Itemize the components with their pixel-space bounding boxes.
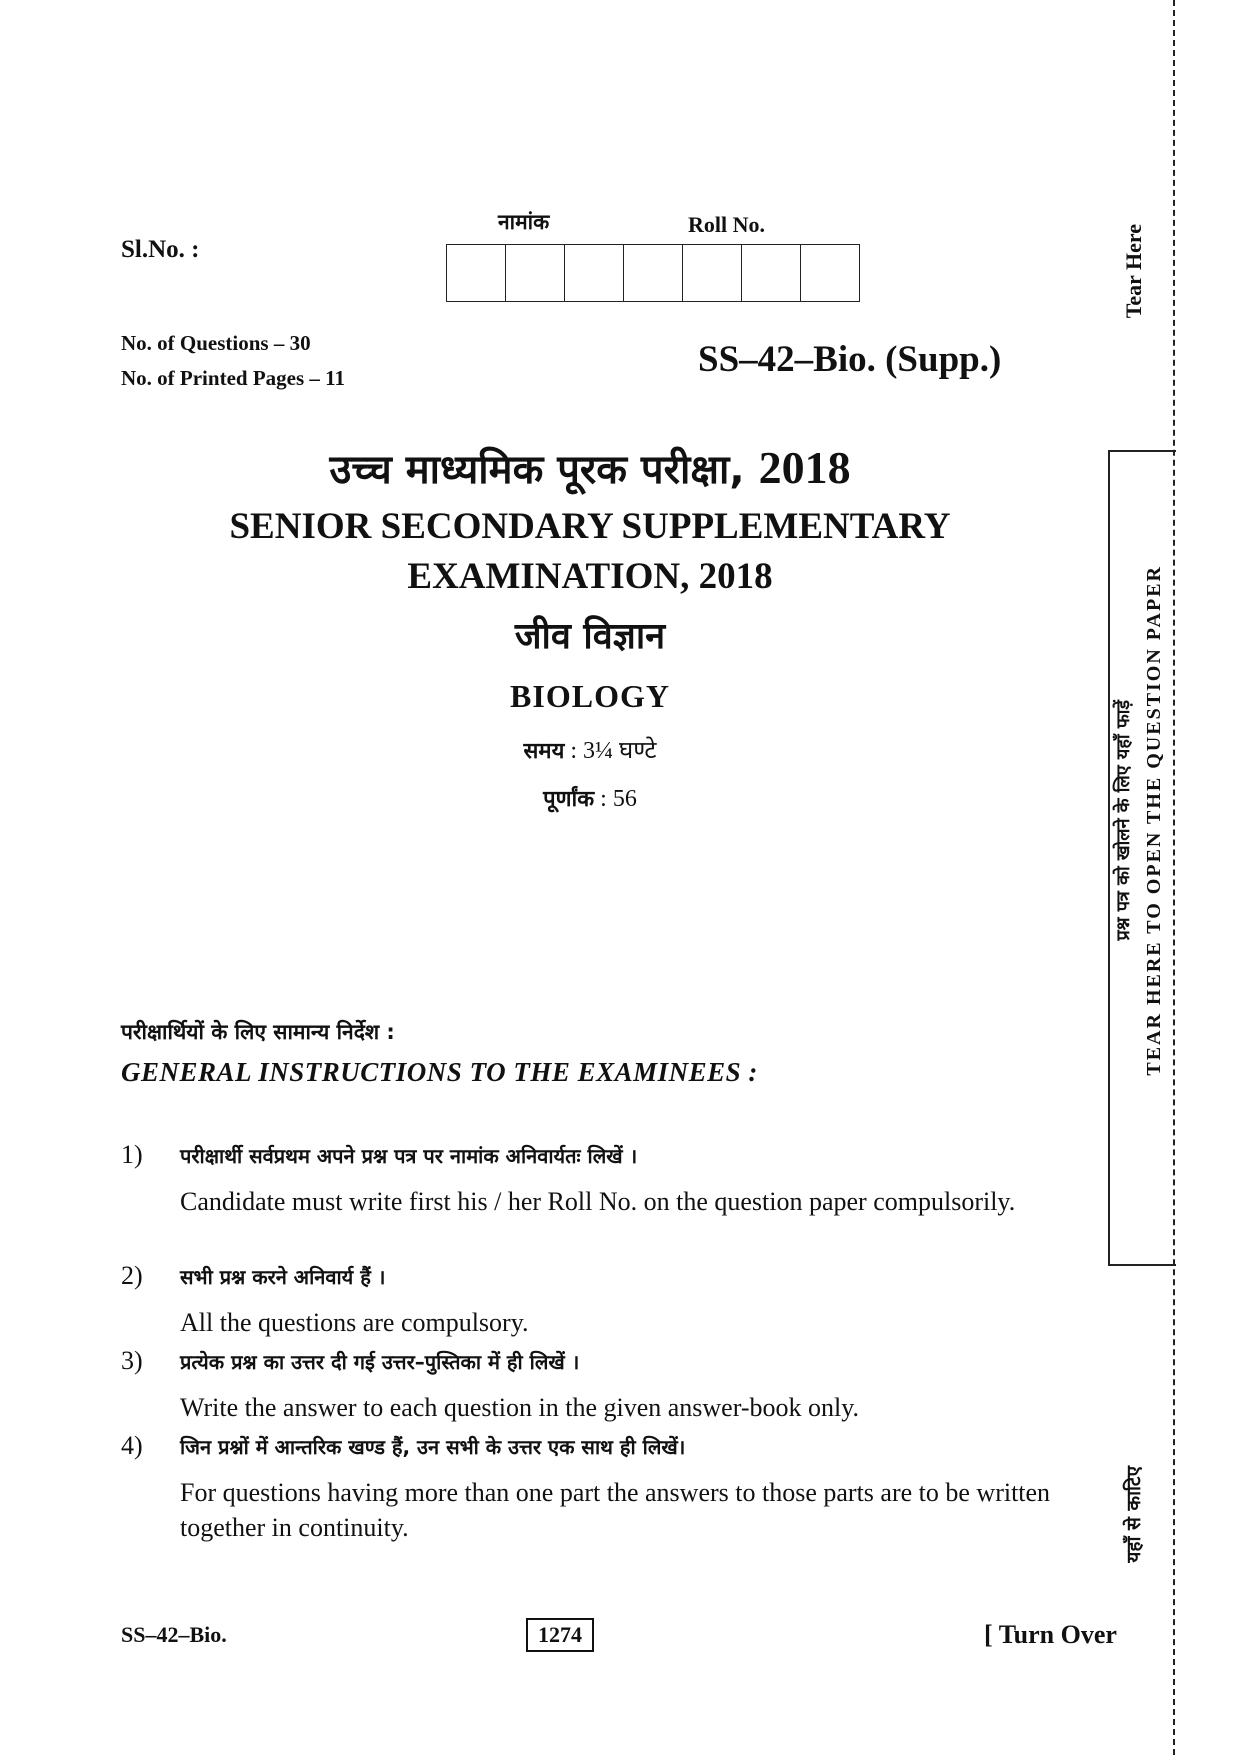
roll-number-box[interactable] <box>683 244 742 302</box>
exam-duration <box>0 733 1180 766</box>
turn-over-label: [ Turn Over <box>984 1620 1117 1649</box>
exam-title-english <box>0 502 1180 602</box>
marks-label: पूर्णांक <box>543 787 595 812</box>
roll-number-box[interactable] <box>447 244 506 302</box>
instruction-text: Write the answer to each question in the given answer-book only. <box>180 1393 860 1422</box>
time-label: समय <box>523 739 565 764</box>
instructions-heading: GENERAL INSTRUCTIONS TO THE EXAMINEES : <box>121 1057 758 1087</box>
instruction-number: 2) <box>121 1261 143 1290</box>
exam-title-line-2: EXAMINATION, 2018 <box>407 556 773 597</box>
question-count: No. of Questions – 30 <box>121 331 311 355</box>
roll-number-box[interactable] <box>624 244 683 302</box>
instruction-number: 3) <box>121 1346 143 1375</box>
instruction-text-hindi: जिन प्रश्नों में आन्तरिक खण्ड हैं, उन सभी के उत्तर एक साथ ही लिखें। <box>180 1435 686 1459</box>
instructions-heading-hindi: परीक्षार्थियों के लिए सामान्य निर्देश : <box>121 1020 395 1044</box>
roll-number-box[interactable] <box>565 244 624 302</box>
cut-here-label-hindi: यहाँ से काटिए <box>1123 1466 1145 1563</box>
instruction-number: 1) <box>121 1140 143 1169</box>
instruction-text: Candidate must write first his / her Roll No. on the question paper compulsorily. <box>180 1187 1016 1216</box>
instruction-text-hindi: सभी प्रश्न करने अनिवार्य हैं । <box>180 1265 386 1289</box>
roll-number-label-hindi: नामांक <box>498 210 550 234</box>
time-value: : 3¼ घण्टे <box>564 738 657 764</box>
roll-number-box[interactable] <box>742 244 801 302</box>
maximum-marks <box>0 783 1180 813</box>
paper-code: SS–42–Bio. (Supp.) <box>698 339 1002 380</box>
tear-instruction-hindi: प्रश्न पत्र को खोलने के लिए यहाँ फाड़ें <box>1113 700 1134 941</box>
instruction-text: For questions having more than one part the answers to those parts are to be written together in continuity. <box>180 1478 1051 1542</box>
tear-here-label: Tear Here <box>1121 224 1146 319</box>
serial-number-label: Sl.No. : <box>121 236 200 263</box>
roll-number-box[interactable] <box>801 244 860 302</box>
instruction-text-hindi: प्रत्येक प्रश्न का उत्तर दी गई उत्तर–पुस्तिका में ही लिखें । <box>180 1350 580 1374</box>
subject-hindi: जीव विज्ञान <box>514 616 666 657</box>
instruction-number: 4) <box>121 1431 143 1460</box>
exam-title-hindi <box>0 440 1180 495</box>
printed-pages-count: No. of Printed Pages – 11 <box>121 366 345 390</box>
footer-paper-code: SS–42–Bio. <box>121 1622 227 1647</box>
tear-instruction: TEAR HERE TO OPEN THE QUESTION PAPER <box>1143 565 1165 1076</box>
marks-value: : 56 <box>594 786 637 812</box>
exam-title-hindi-text: उच्च माध्यमिक पूरक परीक्षा, <box>329 447 745 493</box>
roll-number-label: Roll No. <box>688 212 765 237</box>
instruction-text-hindi: परीक्षार्थी सर्वप्रथम अपने प्रश्न पत्र पर नामांक अनिवार्यतः लिखें । <box>180 1144 638 1168</box>
subject-english: BIOLOGY <box>510 678 670 714</box>
exam-title-line-1: SENIOR SECONDARY SUPPLEMENTARY <box>229 506 951 547</box>
exam-year: 2018 <box>758 442 851 493</box>
footer-page-code: 1274 <box>526 1618 594 1652</box>
roll-number-boxes <box>446 244 860 302</box>
instruction-text: All the questions are compulsory. <box>180 1308 529 1337</box>
roll-number-box[interactable] <box>506 244 565 302</box>
